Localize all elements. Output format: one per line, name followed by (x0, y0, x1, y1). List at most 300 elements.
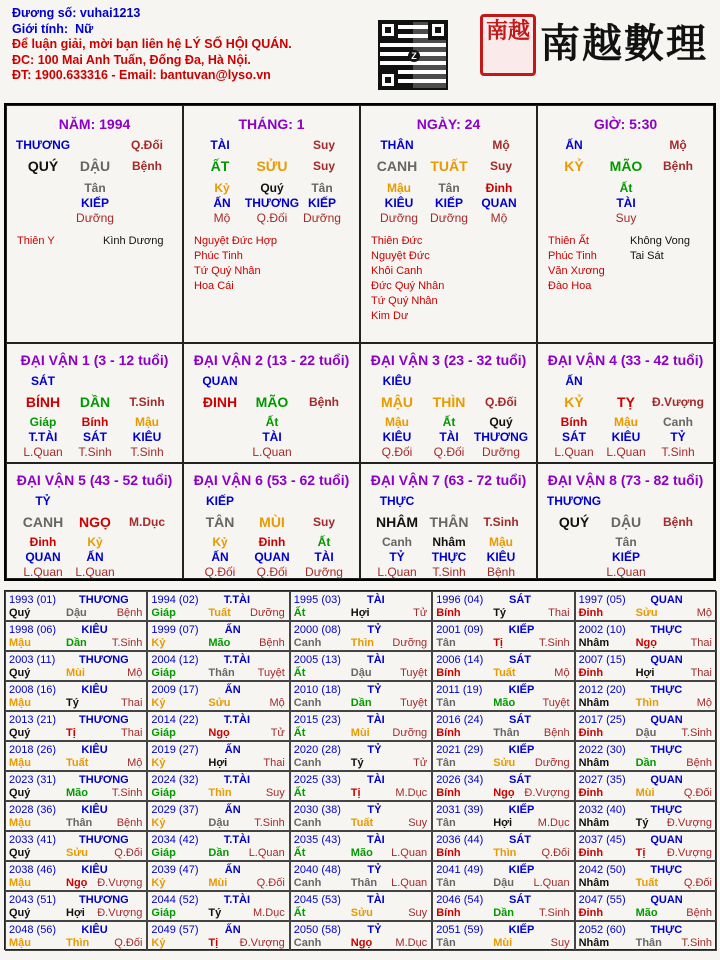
year-god: THỰC (650, 804, 683, 816)
year-branch: Sửu (635, 607, 658, 619)
dai-van-hidden-god: KIÊU (611, 430, 641, 444)
year-cell[interactable] (147, 771, 289, 801)
year-branch: Dậu (350, 667, 372, 679)
star-left: Văn Xương (548, 265, 605, 277)
year-cell[interactable] (290, 711, 432, 741)
qr-eye-icon (378, 20, 398, 40)
dai-van-hidden-stage: L.Quan (554, 445, 594, 459)
year-stage: Q.Đối (114, 937, 143, 949)
year-cell[interactable] (575, 921, 717, 951)
year-stage: Bệnh (259, 637, 285, 649)
pillar-branch: TUẤT (430, 158, 468, 174)
dai-van-god: ẤN (565, 374, 583, 388)
year-branch: Mùi (208, 877, 228, 889)
year-stage: Đ.Vượng (666, 817, 712, 829)
year-label: 2008 (16) (9, 684, 57, 696)
year-god: QUAN (650, 654, 683, 666)
year-god: ẤN (224, 864, 241, 876)
pillar-ten-god: ẤN (565, 138, 583, 152)
year-cell[interactable] (290, 921, 432, 951)
year-branch: Tý (635, 817, 649, 829)
year-label: 2038 (46) (9, 864, 57, 876)
year-branch: Thân (635, 937, 662, 949)
year-stem: Mậu (9, 697, 31, 709)
year-cell[interactable] (147, 741, 289, 771)
year-god: THỰC (650, 624, 683, 636)
year-god: SÁT (508, 774, 531, 786)
dai-van-hidden-stem: Bính (81, 415, 109, 429)
year-label: 2036 (44) (436, 834, 484, 846)
year-stage: Q.Đối (541, 847, 570, 859)
year-god: QUAN (650, 594, 683, 606)
hidden-stem: Ất (619, 181, 633, 195)
year-stem: Đinh (578, 607, 604, 619)
year-stage: Q.Đối (256, 877, 285, 889)
dai-van-branch: MÙI (259, 514, 285, 530)
pillar-title: GIỜ: 5:30 (593, 116, 658, 132)
year-stem: Đinh (578, 907, 604, 919)
year-cell[interactable] (290, 651, 432, 681)
year-stem: Bính (436, 727, 461, 739)
year-cell[interactable] (575, 861, 717, 891)
year-stem: Mậu (9, 637, 31, 649)
year-branch: Tý (350, 757, 364, 769)
dai-van-hidden-stage: L.Quan (23, 445, 63, 459)
star-left: Nguyệt Đức (371, 250, 430, 262)
year-god: T.TÀI (223, 654, 251, 666)
year-stem: Tân (436, 757, 456, 769)
year-cell[interactable] (147, 591, 289, 621)
dai-van-hidden-stage: T.Sinh (432, 565, 466, 579)
dai-van-hidden-stem: Ất (442, 415, 456, 429)
dai-van-stage: Q.Đối (485, 395, 517, 409)
year-stem: Đinh (578, 787, 604, 799)
dai-van-hidden-stage: Dưỡng (305, 565, 343, 579)
year-branch: Tý (66, 697, 79, 709)
yearly-table (4, 590, 716, 950)
year-cell[interactable] (432, 921, 574, 951)
dai-van-hidden-stage: Q.Đối (433, 445, 465, 459)
year-stage: Đ.Vượng (239, 937, 285, 949)
hidden-stage: Dưỡng (430, 211, 468, 225)
year-god: TÀI (367, 594, 385, 606)
year-cell[interactable] (147, 681, 289, 711)
dai-van-hidden-stage: L.Quan (606, 565, 646, 579)
year-cell[interactable] (290, 741, 432, 771)
phone-email-line[interactable]: ĐT: 1900.633316 - Email: bantuvan@lyso.vn (12, 68, 271, 83)
year-label: 2042 (50) (578, 864, 626, 876)
year-stage: M.Dục (537, 817, 570, 829)
year-stage: Thai (263, 757, 285, 769)
year-label: 2024 (32) (151, 774, 199, 786)
year-stem: Mậu (9, 817, 31, 829)
year-cell[interactable] (147, 891, 289, 921)
year-stage: Dưỡng (250, 607, 285, 619)
pillar-stage: Suy (312, 159, 336, 173)
year-cell[interactable] (575, 891, 717, 921)
year-stem: Mậu (9, 877, 31, 889)
dai-van-stage: Đ.Vượng (652, 395, 704, 409)
year-label: 2047 (55) (578, 894, 626, 906)
year-cell[interactable] (575, 681, 717, 711)
year-cell[interactable] (5, 921, 147, 951)
dai-van-branch: THÌN (432, 394, 466, 410)
year-label: 2037 (45) (578, 834, 626, 846)
year-label: 2029 (37) (151, 804, 199, 816)
year-cell[interactable] (575, 801, 717, 831)
year-stage: Mộ (127, 667, 143, 679)
year-stage: Tử (413, 757, 428, 769)
year-god: T.TÀI (223, 834, 251, 846)
hidden-stem: Mậu (387, 181, 411, 195)
dai-van-hidden-stem: Canh (382, 535, 412, 549)
year-cell[interactable] (432, 801, 574, 831)
gender-label: Giới tính: (12, 21, 69, 36)
year-label: 2026 (34) (436, 774, 484, 786)
year-cell[interactable] (432, 591, 574, 621)
star-left: Nguyệt Đức Hợp (194, 235, 278, 247)
year-cell[interactable] (290, 831, 432, 861)
star-right: Không Vong (630, 235, 690, 247)
year-stage: Dưỡng (392, 727, 428, 739)
dai-van-hidden-stem: Nhâm (432, 535, 466, 549)
year-stem: Ất (293, 727, 306, 739)
year-branch: Mão (493, 697, 516, 709)
year-branch: Thân (493, 727, 520, 739)
year-god: SÁT (508, 654, 531, 666)
year-god: QUAN (650, 774, 683, 786)
dai-van-hidden-stage: L.Quan (75, 565, 115, 579)
year-cell[interactable] (5, 861, 147, 891)
pillar-cell (183, 105, 360, 343)
year-cell[interactable] (5, 771, 147, 801)
pillar-stem: QUÝ (27, 158, 59, 174)
year-stem: Kỷ (151, 877, 166, 889)
dai-van-hidden-god: KIÊU (486, 550, 516, 564)
year-stem: Ất (293, 907, 306, 919)
year-stage: Thai (548, 607, 570, 619)
year-stem: Canh (293, 697, 322, 709)
year-cell[interactable] (432, 681, 574, 711)
year-branch: Hợi (635, 667, 655, 679)
hidden-stem: Tân (84, 181, 106, 195)
year-stage: Đ.Vượng (666, 847, 712, 859)
year-label: 2051 (59) (436, 924, 484, 936)
dai-van-hidden-stage: L.Quan (23, 565, 63, 579)
hidden-stage: Mộ (490, 211, 508, 225)
year-god: TỶ (367, 864, 382, 876)
year-label: 1999 (07) (151, 624, 199, 636)
year-stage: T.Sinh (681, 937, 712, 949)
year-cell[interactable] (575, 771, 717, 801)
dai-van-cell (6, 463, 183, 579)
year-label: 2040 (48) (293, 864, 341, 876)
year-god: THƯƠNG (79, 894, 129, 906)
star-left: Thiên Y (17, 235, 55, 247)
year-cell[interactable] (575, 651, 717, 681)
year-cell[interactable] (5, 801, 147, 831)
year-label: 2020 (28) (293, 744, 341, 756)
star-right: Kình Dương (103, 235, 164, 247)
year-god: THỰC (650, 684, 683, 696)
pillar-cell (6, 105, 183, 343)
year-stage: Thai (120, 697, 143, 709)
year-stage: Đ.Vượng (97, 907, 143, 919)
year-cell[interactable] (290, 621, 432, 651)
pillar-ten-god-stage: Mộ (669, 138, 687, 152)
year-god: THỰC (650, 864, 683, 876)
year-stage: Suy (408, 907, 428, 919)
pillar-ten-god-stage: Q.Đối (131, 138, 163, 152)
year-cell[interactable] (147, 711, 289, 741)
year-god: QUAN (650, 894, 683, 906)
year-branch: Ngọ (493, 787, 515, 799)
year-cell[interactable] (290, 801, 432, 831)
dai-van-hidden-god: ẤN (211, 550, 229, 564)
dai-van-title: ĐẠI VẬN 1 (3 - 12 tuổi) (20, 352, 169, 368)
year-cell[interactable] (432, 771, 574, 801)
year-stem: Canh (293, 877, 322, 889)
year-cell[interactable] (290, 891, 432, 921)
year-god: T.TÀI (223, 774, 251, 786)
year-god: KIẾP (508, 744, 535, 756)
dai-van-hidden-stem: Ất (317, 535, 331, 549)
pillar-ten-god: THƯƠNG (15, 138, 71, 152)
hidden-god: TÀI (616, 196, 636, 210)
year-label: 2019 (27) (151, 744, 199, 756)
year-stage: Q.Đối (683, 787, 712, 799)
year-stage: T.Sinh (254, 817, 285, 829)
year-label: 2045 (53) (293, 894, 341, 906)
year-stem: Quý (9, 607, 31, 619)
dai-van-hidden-stem: Kỷ (212, 535, 228, 549)
year-cell[interactable] (432, 621, 574, 651)
year-cell[interactable] (5, 591, 147, 621)
year-branch: Thìn (493, 847, 517, 859)
year-label: 2044 (52) (151, 894, 199, 906)
hidden-god: THƯƠNG (244, 196, 300, 210)
dai-van-cell (537, 463, 714, 579)
year-label: 2018 (26) (9, 744, 57, 756)
year-god: TỶ (367, 624, 382, 636)
dai-van-hidden-stem: Mậu (614, 415, 638, 429)
dai-van-hidden-stem: Mậu (135, 415, 159, 429)
year-god: THƯƠNG (79, 594, 129, 606)
pillar-ten-god-stage: Suy (312, 138, 336, 152)
year-label: 2022 (30) (578, 744, 626, 756)
year-label: 2011 (19) (436, 684, 483, 696)
year-stage: Suy (550, 937, 570, 949)
dai-van-hidden-god: THỰC (431, 550, 467, 564)
dai-van-hidden-god: TÀI (314, 550, 334, 564)
year-god: SÁT (508, 894, 531, 906)
year-stage: Thai (690, 667, 712, 679)
year-stage: Bệnh (543, 727, 570, 739)
hidden-god: KIẾP (80, 196, 110, 210)
dai-van-cell (360, 463, 537, 579)
year-cell[interactable] (147, 621, 289, 651)
dai-van-cell (360, 343, 537, 463)
hidden-god: KIẾP (434, 196, 464, 210)
dai-van-hidden-stage: T.Sinh (78, 445, 112, 459)
dai-van-god: QUAN (202, 374, 238, 388)
dai-van-hidden-god: TÀI (262, 430, 282, 444)
dai-van-stem: NHÂM (376, 514, 418, 530)
year-label: 2014 (22) (151, 714, 199, 726)
dai-van-hidden-stem: Ất (265, 415, 279, 429)
year-cell[interactable] (5, 891, 147, 921)
year-god: KIẾP (508, 684, 535, 696)
year-stem: Tân (436, 937, 456, 949)
year-branch: Mùi (635, 787, 655, 799)
year-cell[interactable] (575, 741, 717, 771)
dai-van-hidden-god: TÀI (439, 430, 459, 444)
year-stage: L.Quan (533, 877, 570, 889)
year-stem: Bính (436, 787, 461, 799)
dai-van-god: KIẾP (205, 494, 235, 508)
pillar-title: NGÀY: 24 (416, 116, 481, 132)
year-stem: Mậu (9, 757, 31, 769)
year-stem: Kỷ (151, 697, 166, 709)
year-cell[interactable] (432, 711, 574, 741)
dai-van-hidden-stage: Dưỡng (482, 445, 520, 459)
year-god: KIÊU (81, 744, 108, 756)
year-stage: Bệnh (116, 607, 143, 619)
dai-van-stem: KỶ (564, 394, 584, 410)
address-line: ĐC: 100 Mai Anh Tuấn, Đống Đa, Hà Nội. (12, 52, 251, 67)
dai-van-stem: QUÝ (558, 514, 590, 530)
year-cell[interactable] (432, 861, 574, 891)
year-cell[interactable] (290, 591, 432, 621)
year-cell[interactable] (5, 711, 147, 741)
year-branch: Mùi (493, 937, 513, 949)
year-cell[interactable] (147, 801, 289, 831)
dai-van-hidden-stage: L.Quan (377, 565, 417, 579)
dai-van-hidden-god: SÁT (83, 430, 107, 444)
hidden-god: QUAN (481, 196, 517, 210)
dai-van-stage: M.Dục (129, 515, 165, 529)
year-cell[interactable] (5, 681, 147, 711)
qr-code[interactable] (378, 20, 448, 90)
dai-van-stem: MẬU (381, 394, 413, 410)
dai-van-hidden-god: SÁT (562, 430, 586, 444)
year-cell[interactable] (432, 741, 574, 771)
gender-value: Nữ (75, 21, 94, 36)
year-god: KIẾP (508, 864, 535, 876)
pillar-stage: Bệnh (132, 159, 162, 173)
star-left: Tứ Quý Nhân (194, 265, 261, 277)
year-stem: Nhâm (578, 877, 610, 889)
year-cell[interactable] (290, 681, 432, 711)
year-branch: Hợi (493, 817, 513, 829)
year-branch: Tuất (350, 817, 374, 829)
hidden-stage: Dưỡng (380, 211, 418, 225)
year-stem: Bính (436, 607, 461, 619)
year-cell[interactable] (5, 621, 147, 651)
dai-van-title: ĐẠI VẬN 3 (23 - 32 tuổi) (370, 352, 527, 368)
chart-grid (4, 103, 716, 581)
year-label: 2049 (57) (151, 924, 199, 936)
year-stage: Mộ (127, 757, 143, 769)
year-stem: Giáp (151, 607, 176, 619)
dai-van-stage: T.Sinh (483, 515, 519, 529)
year-stem: Tân (436, 697, 456, 709)
year-god: ẤN (224, 624, 241, 636)
year-cell[interactable] (575, 591, 717, 621)
year-label: 2023 (31) (9, 774, 57, 786)
dai-van-cell (183, 463, 360, 579)
year-god: THỰC (650, 744, 683, 756)
year-stem: Quý (9, 667, 31, 679)
year-cell[interactable] (147, 831, 289, 861)
year-god: T.TÀI (223, 894, 251, 906)
year-stem: Nhâm (578, 637, 610, 649)
year-stage: Mộ (554, 667, 570, 679)
year-stem: Giáp (151, 667, 176, 679)
year-stem: Nhâm (578, 757, 610, 769)
year-cell[interactable] (5, 741, 147, 771)
dai-van-hidden-god: T.TÀI (28, 430, 58, 444)
year-cell[interactable] (290, 771, 432, 801)
pillar-cell (360, 105, 537, 343)
dai-van-stage: T.Sinh (129, 395, 165, 409)
year-cell[interactable] (432, 891, 574, 921)
year-cell[interactable] (147, 861, 289, 891)
year-cell[interactable] (5, 651, 147, 681)
year-god: ẤN (224, 804, 241, 816)
year-stem: Nhâm (578, 817, 610, 829)
year-stem: Canh (293, 637, 322, 649)
year-god: T.TÀI (223, 714, 251, 726)
dai-van-hidden-stem: Quý (489, 415, 513, 429)
year-cell[interactable] (290, 861, 432, 891)
dai-van-cell (6, 343, 183, 463)
year-god: ẤN (224, 744, 241, 756)
year-branch: Mùi (66, 667, 85, 679)
year-branch: Thìn (66, 937, 90, 949)
year-cell[interactable] (575, 831, 717, 861)
year-stem: Quý (9, 727, 31, 739)
year-cell[interactable] (432, 651, 574, 681)
year-branch: Thìn (208, 787, 232, 799)
owner-name: Đương số: vuhai1213 (12, 6, 141, 20)
dai-van-god: TỶ (35, 494, 51, 508)
dai-van-title: ĐẠI VẬN 6 (53 - 62 tuổi) (193, 472, 350, 488)
year-cell[interactable] (5, 831, 147, 861)
red-seal-logo: 南越 (480, 14, 536, 76)
year-god: SÁT (508, 594, 531, 606)
star-left: Kim Dư (371, 310, 409, 322)
year-god: QUAN (650, 834, 683, 846)
year-god: THƯƠNG (79, 774, 129, 786)
year-stem: Giáp (151, 787, 176, 799)
pillar-branch: DẬU (79, 158, 111, 174)
year-cell[interactable] (147, 921, 289, 951)
year-cell[interactable] (575, 621, 717, 651)
year-god: THỰC (650, 924, 683, 936)
year-branch: Tị (493, 637, 503, 649)
year-stage: Tuyệt (257, 667, 285, 679)
year-cell[interactable] (575, 711, 717, 741)
dai-van-branch: TỴ (617, 394, 635, 410)
year-stage: Mộ (696, 697, 712, 709)
year-cell[interactable] (432, 831, 574, 861)
year-label: 2003 (11) (9, 654, 56, 666)
year-label: 2001 (09) (436, 624, 484, 636)
year-cell[interactable] (147, 651, 289, 681)
year-stem: Đinh (578, 847, 604, 859)
year-stem: Đinh (578, 667, 604, 679)
